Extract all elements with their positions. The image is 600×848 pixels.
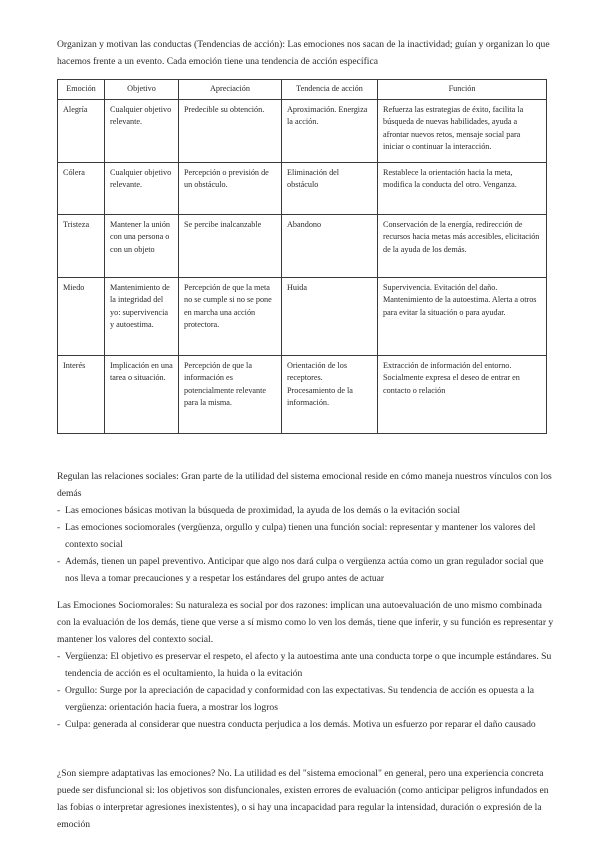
closing-paragraph: ¿Son siempre adaptativas las emociones? No. La utilidad es del "sistema emocional" en general, pero una experiencia concreta puede ser disfuncional si: los objetivos son disfuncionales, existen errores de evaluación (como anticipar peligros infundados en las fobias o interpretar agresiones inexistentes), o si hay una incapacidad para regular la intensidad, duración o expresión de la emoción xyxy=(57,768,549,830)
cell-objective: Cualquier objetivo relevante. xyxy=(105,99,179,162)
table-row xyxy=(58,99,547,162)
sociomoral-section xyxy=(57,597,557,733)
list-item: - Las emociones básicas motivan la búsqueda de proximidad, la ayuda de los demás o la evitación social xyxy=(57,505,461,516)
cell-objective: Mantener la unión con una persona o con un objeto xyxy=(105,214,179,277)
list-item: - Las emociones sociomorales (vergüenza, orgullo y culpa) tienen una función social: representar y mantener los valores del contexto social xyxy=(57,522,536,550)
cell-function: Conservación de la energía, redirección de recursos hacia metas más accesibles, elicitación de la ayuda de los demás. xyxy=(378,214,547,277)
table-row xyxy=(58,355,547,433)
cell-emotion: Tristeza xyxy=(58,214,105,277)
header-objetivo: Objetivo xyxy=(105,80,179,100)
cell-tendency: Huida xyxy=(282,277,378,355)
cell-appraisal: Percepción de que la meta no se cumple si no se pone en marcha una acción protectora. xyxy=(179,277,282,355)
cell-emotion: Alegría xyxy=(58,99,105,162)
closing-section xyxy=(57,765,557,833)
header-tendencia: Tendencia de acción xyxy=(282,80,378,100)
cell-function: Restablece la orientación hacia la meta, modifica la conducta del otro. Venganza. xyxy=(378,162,547,214)
social-lead: Regulan las relaciones sociales: Gran parte de la utilidad del sistema emocional reside en cómo maneja nuestros vínculos con los demás xyxy=(57,471,552,499)
cell-emotion: Cólera xyxy=(58,162,105,214)
cell-appraisal: Predecible su obtención. xyxy=(179,99,282,162)
cell-tendency: Eliminación del obstáculo xyxy=(282,162,378,214)
cell-function: Supervivencia. Evitación del daño. Mantenimiento de la autoestima. Alerta a otros para evitar la situación o para ayudar. xyxy=(378,277,547,355)
cell-tendency: Orientación de los receptores. Procesamiento de la información. xyxy=(282,355,378,433)
table-row xyxy=(58,214,547,277)
table-row xyxy=(58,277,547,355)
header-apreciacion: Apreciación xyxy=(179,80,282,100)
table-header-row xyxy=(58,80,547,100)
cell-objective: Cualquier objetivo relevante. xyxy=(105,162,179,214)
list-item: - Vergüenza: El objetivo es preservar el respeto, el afecto y la autoestima ante una conducta torpe o que incumple estándares. Su tendencia de acción es el ocultamiento, la huida o la evitación xyxy=(57,651,552,679)
cell-appraisal: Percepción de que la información es potencialmente relevante para la misma. xyxy=(179,355,282,433)
cell-emotion: Miedo xyxy=(58,277,105,355)
cell-tendency: Abandono xyxy=(282,214,378,277)
cell-objective: Implicación en una tarea o situación. xyxy=(105,355,179,433)
list-item: - Además, tienen un papel preventivo. Anticipar que algo nos dará culpa o vergüenza actúa como un gran regulador social que nos lleva a tomar precauciones y a respetar los estándares del grupo antes de actuar xyxy=(57,556,544,584)
header-funcion: Función xyxy=(378,80,547,100)
header-emocion: Emoción xyxy=(58,80,105,100)
sociomoral-lead: Las Emociones Sociomorales: Su naturaleza es social por dos razones: implican una autoevaluación de uno mismo combinada con la evaluación de los demás, tiene que verse a sí mismo como lo ven los demás, tiene que inferir, y su función es representar y mantener los valores del contexto social. xyxy=(57,600,554,645)
cell-appraisal: Percepción o previsión de un obstáculo. xyxy=(179,162,282,214)
list-item: - Orgullo: Surge por la apreciación de capacidad y conformidad con las expectativas. Su tendencia de acción es opuesta a la vergüenza: orientación hacia fuera, a mostrar los logros xyxy=(57,685,535,713)
cell-tendency: Aproximación. Energiza la acción. xyxy=(282,99,378,162)
cell-emotion: Interés xyxy=(58,355,105,433)
cell-appraisal: Se percibe inalcanzable xyxy=(179,214,282,277)
table-row xyxy=(58,162,547,214)
social-section xyxy=(57,468,557,587)
list-item: - Culpa: generada al considerar que nuestra conducta perjudica a los demás. Motiva un esfuerzo por reparar el daño causado xyxy=(57,719,536,730)
emotions-table xyxy=(57,79,547,434)
intro-paragraph: Organizan y motivan las conductas (Tendencias de acción): Las emociones nos sacan de la inactividad; guían y organizan lo que hacemos frente a un evento. Cada emoción tiene una tendencia de acción específica xyxy=(57,39,550,67)
cell-function: Extracción de información del entorno. Socialmente expresa el deseo de entrar en contacto o relación xyxy=(378,355,547,433)
cell-objective: Mantenimiento de la integridad del yo: supervivencia y autoestima. xyxy=(105,277,179,355)
cell-function: Refuerza las estrategias de éxito, facilita la búsqueda de nuevas habilidades, ayuda a afrontar nuevos retos, mensaje social para iniciar o continuar la interacción. xyxy=(378,99,547,162)
